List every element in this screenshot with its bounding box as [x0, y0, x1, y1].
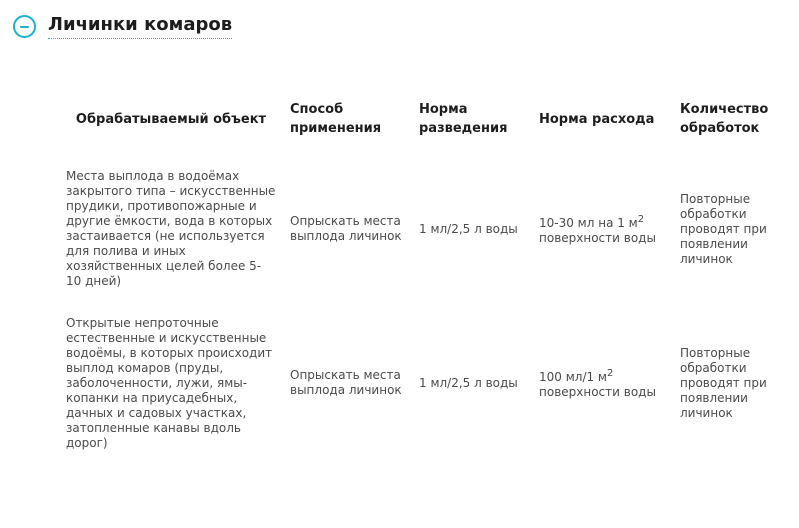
consumption-text: 10-30 мл на 1 м [539, 216, 638, 230]
cell-consumption [533, 156, 674, 302]
cell-consumption [533, 302, 674, 464]
superscript: 2 [637, 214, 645, 225]
consumption-text-end: поверхности воды [539, 231, 656, 245]
column-header-object: Обрабатываемый объект [75, 111, 267, 127]
cell-method: Опрыскать места выплода личинок [290, 368, 402, 397]
column-header-dilution: Норма разведения [419, 102, 508, 136]
cell-object: Открытые непроточные естественные и искусственные водоёмы, в которых происходит выплод комаров (пруды, заболоченности, лужи, ямы-копанки на приусадебных, дачных и садовых участках, затопленные канавы вдоль дорог) [66, 315, 273, 450]
cell-method: Опрыскать места выплода личинок [290, 214, 402, 243]
minus-circle-icon[interactable] [13, 15, 36, 38]
column-header-method: Способ применения [290, 102, 382, 136]
section-title[interactable]: Личинки комаров [48, 14, 232, 39]
treatment-table [60, 82, 780, 464]
cell-count: Повторные обработки проводят при появлении личинок [680, 191, 767, 266]
cell-dilution: 1 мл/2,5 л воды [419, 375, 518, 390]
superscript: 2 [607, 368, 614, 379]
cell-dilution: 1 мл/2,5 л воды [419, 221, 518, 236]
section-header[interactable] [13, 14, 232, 39]
column-header-count: Количество обработок [680, 102, 769, 136]
consumption-text-end: поверхности воды [539, 385, 656, 399]
table-header-row [60, 82, 780, 156]
cell-object: Места выплода в водоёмах закрытого типа – искусственные прудики, противопожарные и другие ёмкости, вода в которых застаивается (не используется для полива и иных хозяйственных целей более 5-10 дней) [66, 169, 276, 288]
column-header-consumption: Норма расхода [539, 111, 655, 127]
consumption-text: 100 мл/1 м [539, 370, 607, 384]
cell-count: Повторные обработки проводят при появлении личинок [680, 345, 767, 420]
table-row [60, 156, 780, 302]
table-row [60, 302, 780, 464]
